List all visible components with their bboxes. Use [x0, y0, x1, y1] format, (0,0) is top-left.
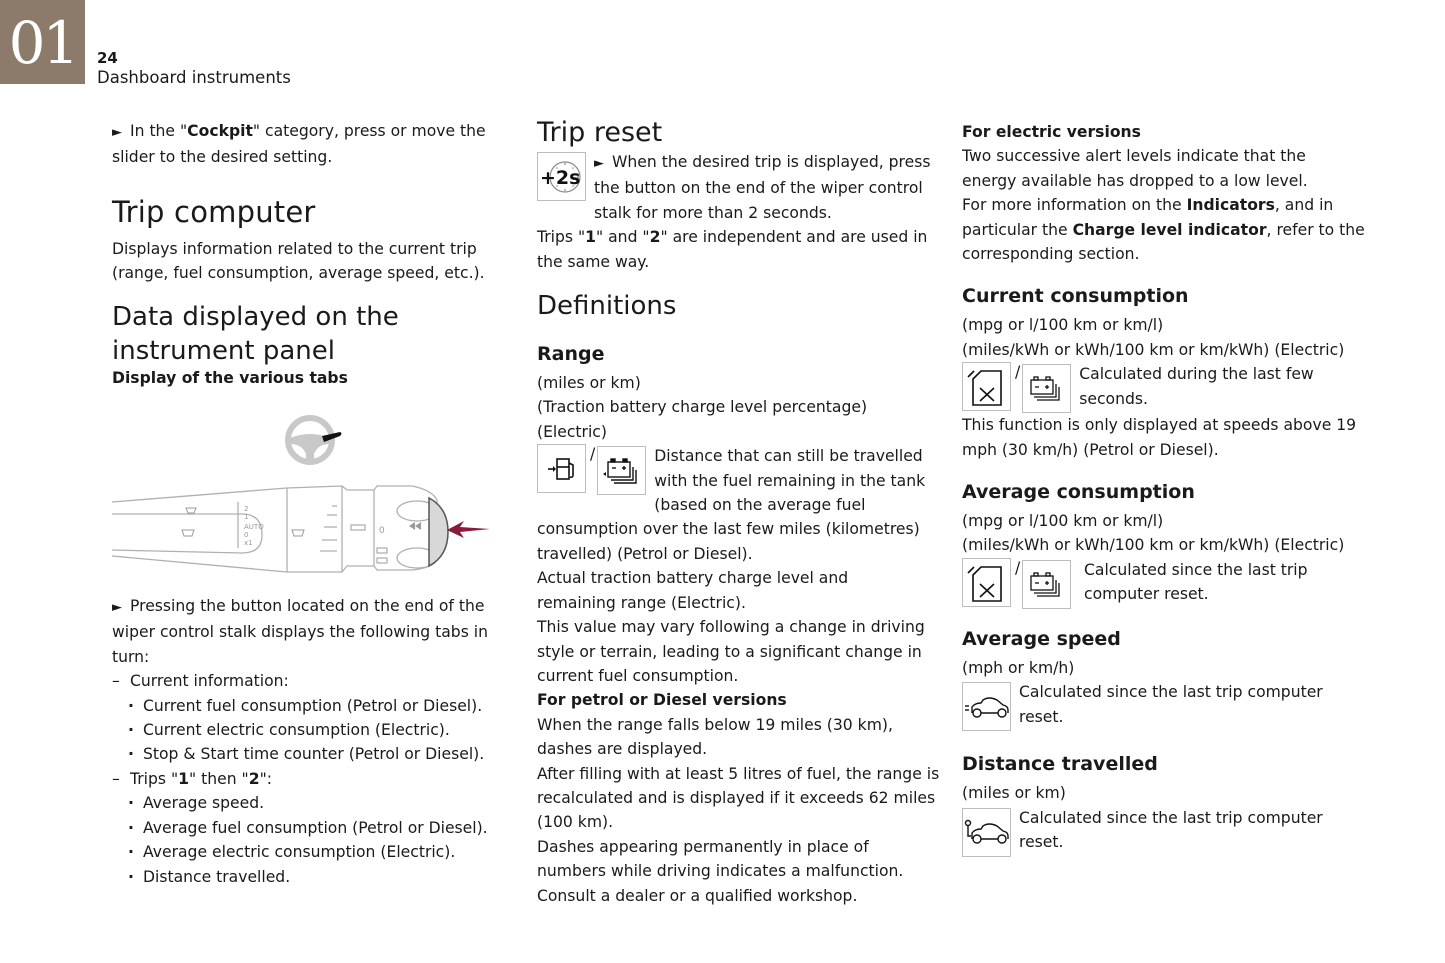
distance-travelled-block: [962, 806, 1367, 855]
average-consumption-description: Calculated since the last trip computer reset.: [1084, 560, 1308, 604]
list-group-current-info: – Current information:: [112, 672, 289, 691]
electric-p2: For more information on the Indicators, and in particular the Charge level indicator, refer to the corresponding section.: [962, 196, 1365, 264]
column-1: [112, 118, 512, 889]
chapter-tab: 01: [0, 0, 85, 84]
petrol-diesel-p3: Dashes appearing permanently in place of numbers while driving indicates a malfunction. Consult a dealer or a qualified workshop.: [537, 837, 904, 905]
list-item: · Current fuel consumption (Petrol or Diesel).: [128, 696, 483, 715]
arrow-icon: ►: [112, 600, 122, 616]
average-speed-car-icon: [962, 682, 1011, 731]
battery-icon: [1022, 560, 1071, 609]
data-displayed-subtitle: Display of the various tabs: [112, 368, 348, 387]
battery-range-icon: [597, 446, 646, 495]
data-displayed-title: Data displayed on the instrument panel: [112, 301, 399, 366]
column-2: [537, 118, 942, 908]
list-item: · Average speed.: [128, 794, 265, 813]
electric-versions-title: For electric versions: [962, 123, 1141, 141]
range-electric-note: Actual traction battery charge level and remaining range (Electric).: [537, 569, 849, 612]
fuel-can-icon: [962, 362, 1011, 411]
wiper-stalk-drawing: [112, 390, 512, 600]
average-consumption-icons: / Calculated since the last trip computer reset.: [962, 558, 1367, 607]
distance-travelled-description: Calculated since the last trip computer reset.: [1019, 808, 1323, 852]
svg-text:AUTO: AUTO: [244, 523, 264, 532]
stalk-instruction: ► Pressing the button located on the end of the wiper control stalk displays the following tabs in turn:: [112, 597, 488, 666]
svg-text:1: 1: [244, 513, 249, 522]
list-item: · Average fuel consumption (Petrol or Diesel).: [128, 818, 488, 837]
list-item: · Current electric consumption (Electric).: [128, 721, 450, 740]
svg-text:0: 0: [244, 531, 249, 540]
range-description: Distance that can still be travelled with the fuel remaining in the tank (based on the average fuel consumption over the last few miles (kilometres) travelled) (Petrol or Diesel).: [537, 447, 926, 563]
svg-text:2: 2: [244, 505, 249, 514]
list-item: · Distance travelled.: [128, 867, 291, 886]
svg-text:+2s: +2s: [540, 167, 581, 189]
steering-wheel-icon: [288, 418, 342, 462]
plus-2-seconds-icon: [537, 152, 586, 201]
definitions-title: Definitions: [537, 291, 677, 322]
wiper-stalk-illustration: [112, 390, 512, 600]
trip-computer-title: Trip computer: [112, 194, 316, 229]
list-group-trips: – Trips "1" then "2":: [112, 769, 273, 788]
trip-computer-description: Displays information related to the current trip (range, fuel consumption, average speed, etc.).: [112, 239, 485, 283]
petrol-diesel-title: For petrol or Diesel versions: [537, 691, 787, 710]
arrow-icon: ►: [112, 125, 122, 140]
current-consumption-units-electric: (miles/kWh or kWh/100 km or km/kWh) (Electric): [962, 340, 1345, 359]
average-consumption-units-electric: (miles/kWh or kWh/100 km or km/kWh) (Electric): [962, 536, 1345, 555]
range-units: (miles or km): [537, 374, 641, 393]
range-icons-block: / Distance that can still be travelled with the fuel remaining in the tank (based on the average fuel consumption over the last few miles (kilometres) travelled) (Petrol or Diesel).: [537, 444, 942, 566]
average-speed-units: (mph or km/h): [962, 658, 1075, 677]
current-consumption-note: This function is only displayed at speeds above 19 mph (30 km/h) (Petrol or Diesel).: [962, 416, 1357, 459]
range-variation-note: This value may vary following a change in driving style or terrain, leading to a significant change in current fuel consumption.: [537, 618, 925, 685]
current-consumption-title: Current consumption: [962, 285, 1189, 308]
current-consumption-description: Calculated during the last few seconds.: [1079, 365, 1314, 408]
list-item: · Stop & Start time counter (Petrol or Diesel).: [128, 745, 485, 764]
average-speed-description: Calculated since the last trip computer reset.: [1019, 683, 1323, 726]
intro-paragraph: ► In the "Cockpit" category, press or move the slider to the desired setting.: [112, 122, 486, 167]
average-speed-title: Average speed: [962, 627, 1121, 650]
distance-travelled-units: (miles or km): [962, 784, 1066, 803]
list-item: · Average electric consumption (Electric).: [128, 843, 456, 862]
average-consumption-units: (mpg or l/100 km or km/l): [962, 512, 1164, 531]
range-title: Range: [537, 343, 605, 366]
electric-p1: Two successive alert levels indicate that the energy available has dropped to a low level.: [962, 147, 1308, 190]
fuel-range-icon: [537, 444, 586, 493]
fuel-can-icon: [962, 558, 1011, 607]
page-number: 24: [97, 49, 118, 67]
range-units-electric: (Traction battery charge level percentage) (Electric): [537, 398, 868, 441]
column-3: [962, 118, 1367, 857]
average-consumption-title: Average consumption: [962, 481, 1195, 504]
average-speed-block: [962, 680, 1367, 729]
svg-text:0: 0: [379, 526, 385, 537]
trip-reset-block: +2s ► When the desired trip is displayed, press the button on the end of the wiper control stalk for more than 2 seconds.: [537, 150, 942, 225]
battery-icon: [1022, 364, 1071, 413]
trip-reset-title: Trip reset: [537, 117, 663, 148]
current-consumption-units: (mpg or l/100 km or km/l): [962, 316, 1164, 335]
petrol-diesel-p2: After filling with at least 5 litres of fuel, the range is recalculated and is displayed if it exceeds 62 miles (100 km).: [537, 764, 940, 832]
section-title: Dashboard instruments: [97, 68, 291, 87]
distance-car-icon: [962, 808, 1011, 857]
trip-reset-note: Trips "1" and "2" are independent and are used in the same way.: [537, 228, 928, 271]
press-arrow-icon: [447, 521, 490, 538]
distance-travelled-title: Distance travelled: [962, 753, 1158, 776]
current-consumption-icons: / Calculated during the last few seconds.: [962, 362, 1367, 411]
svg-text:x1: x1: [244, 539, 253, 548]
petrol-diesel-p1: When the range falls below 19 miles (30 km), dashes are displayed.: [537, 715, 893, 759]
